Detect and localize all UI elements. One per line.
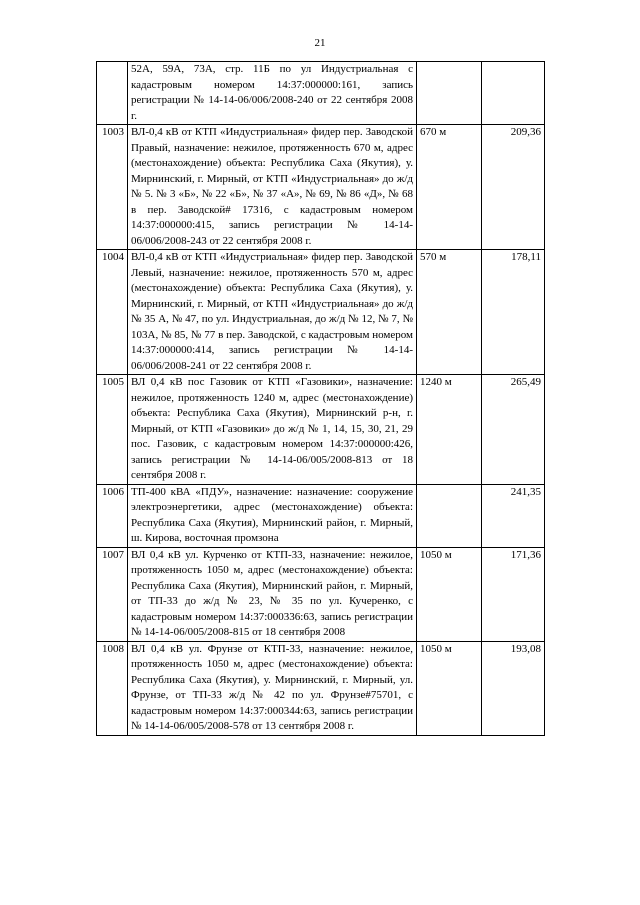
row-description: ВЛ 0,4 кВ пос Газовик от КТП «Газовики», назначение: нежилое, протяженность 1240 м, адрес (местонахождение) объекта: Республика Саха (Якутия), Мирнинский р-н, г. Мирный, от КТП «Газовики» до ж/д № 1, 14, 15, 30, 21, 29 пос. Газовик, с кадастровым номером 14:37:000000:426, запись регистрации № 14-14-06/005/2008-813 от 18 сентября 2008 г. [128, 375, 417, 485]
row-number: 1003 [97, 125, 128, 250]
table-row [97, 62, 545, 125]
row-description: ВЛ 0,4 кВ ул. Курченко от КТП-33, назначение: нежилое, протяженность 1050 м, адрес (местонахождение) объекта: Республика Саха (Якутия), Мирнинский район, г. Мирный, от ТП-33 до ж/д № 23, № 35 по ул. Кучеренко, с кадастровым номером 14:37:000336:63, запись регистрации № 14-14-06/005/2008-815 от 18 сентября 2008 [128, 547, 417, 641]
row-length: 1050 м [417, 641, 482, 735]
row-value: 265,49 [482, 375, 545, 485]
table-row [97, 250, 545, 375]
row-length [417, 484, 482, 547]
row-length: 1240 м [417, 375, 482, 485]
row-value: 193,08 [482, 641, 545, 735]
row-number: 1004 [97, 250, 128, 375]
table-row [97, 125, 545, 250]
page-number: 21 [314, 37, 326, 49]
table-row [97, 484, 545, 547]
row-value: 171,36 [482, 547, 545, 641]
row-value: 209,36 [482, 125, 545, 250]
property-table [96, 61, 545, 736]
row-value: 241,35 [482, 484, 545, 547]
table-row [97, 641, 545, 735]
row-length: 1050 м [417, 547, 482, 641]
row-description: ВЛ-0,4 кВ от КТП «Индустриальная» фидер пер. Заводской Правый, назначение: нежилое, протяженность 670 м, адрес (местонахождение) объекта: Республика Саха (Якутия), у. Мирнинский, г. Мирный, от КТП «Индустриальная» до ж/д № 5. № 3 «Б», № 22 «Б», № 37 «А», № 69, № 86 «Д», № 68 в пер. Заводской# 17316, с кадастровым номером 14:37:000000:415, запись регистрации № 14-14-06/006/2008-243 от 22 сентября 2008 г. [128, 125, 417, 250]
row-number: 1008 [97, 641, 128, 735]
row-number: 1006 [97, 484, 128, 547]
row-length [417, 62, 482, 125]
row-number: 1005 [97, 375, 128, 485]
row-number [97, 62, 128, 125]
row-length: 670 м [417, 125, 482, 250]
row-value: 178,11 [482, 250, 545, 375]
table-row [97, 547, 545, 641]
row-description: ВЛ-0,4 кВ от КТП «Индустриальная» фидер пер. Заводской Левый, назначение: нежилое, протяженность 570 м, адрес (местонахождение) объекта: Республика Саха (Якутия), у. Мирнинский, г. Мирный, от КТП «Индустриальная» до ж/д № 35 А, № 47, по ул. Индустриальная, до ж/д № 12, № 7, № 103А, № 85, № 77 в пер. Заводской, с кадастровым номером 14:37:000000:414, запись регистрации № 14-14-06/006/2008-241 от 22 сентября 2008 г. [128, 250, 417, 375]
row-length: 570 м [417, 250, 482, 375]
row-description: 52А, 59А, 73А, стр. 11Б по ул Индустриальная с кадастровым номером 14:37:000000:161, запись регистрации № 14-14-06/006/2008-240 от 22 сентября 2008 г. [128, 62, 417, 125]
row-value [482, 62, 545, 125]
row-description: ТП-400 кВА «ПДУ», назначение: назначение: сооружение электроэнергетики, адрес (местонахождение) объекта: Республика Саха (Якутия), Мирнинский район, г. Мирный, ш. Кирова, восточная промзона [128, 484, 417, 547]
row-number: 1007 [97, 547, 128, 641]
row-description: ВЛ 0,4 кВ ул. Фрунзе от КТП-33, назначение: нежилое, протяженность 1050 м, адрес (местонахождение) объекта: Республика Саха (Якутия), у. Мирнинский, г. Мирный, ул. Фрунзе, от ТП-33 ж/д № 42 по ул. Фрунзе#75701, с кадастровым номером 14:37:000344:63, запись регистрации № 14-14-06/005/2008-578 от 13 сентября 2008 г. [128, 641, 417, 735]
table-row [97, 375, 545, 485]
